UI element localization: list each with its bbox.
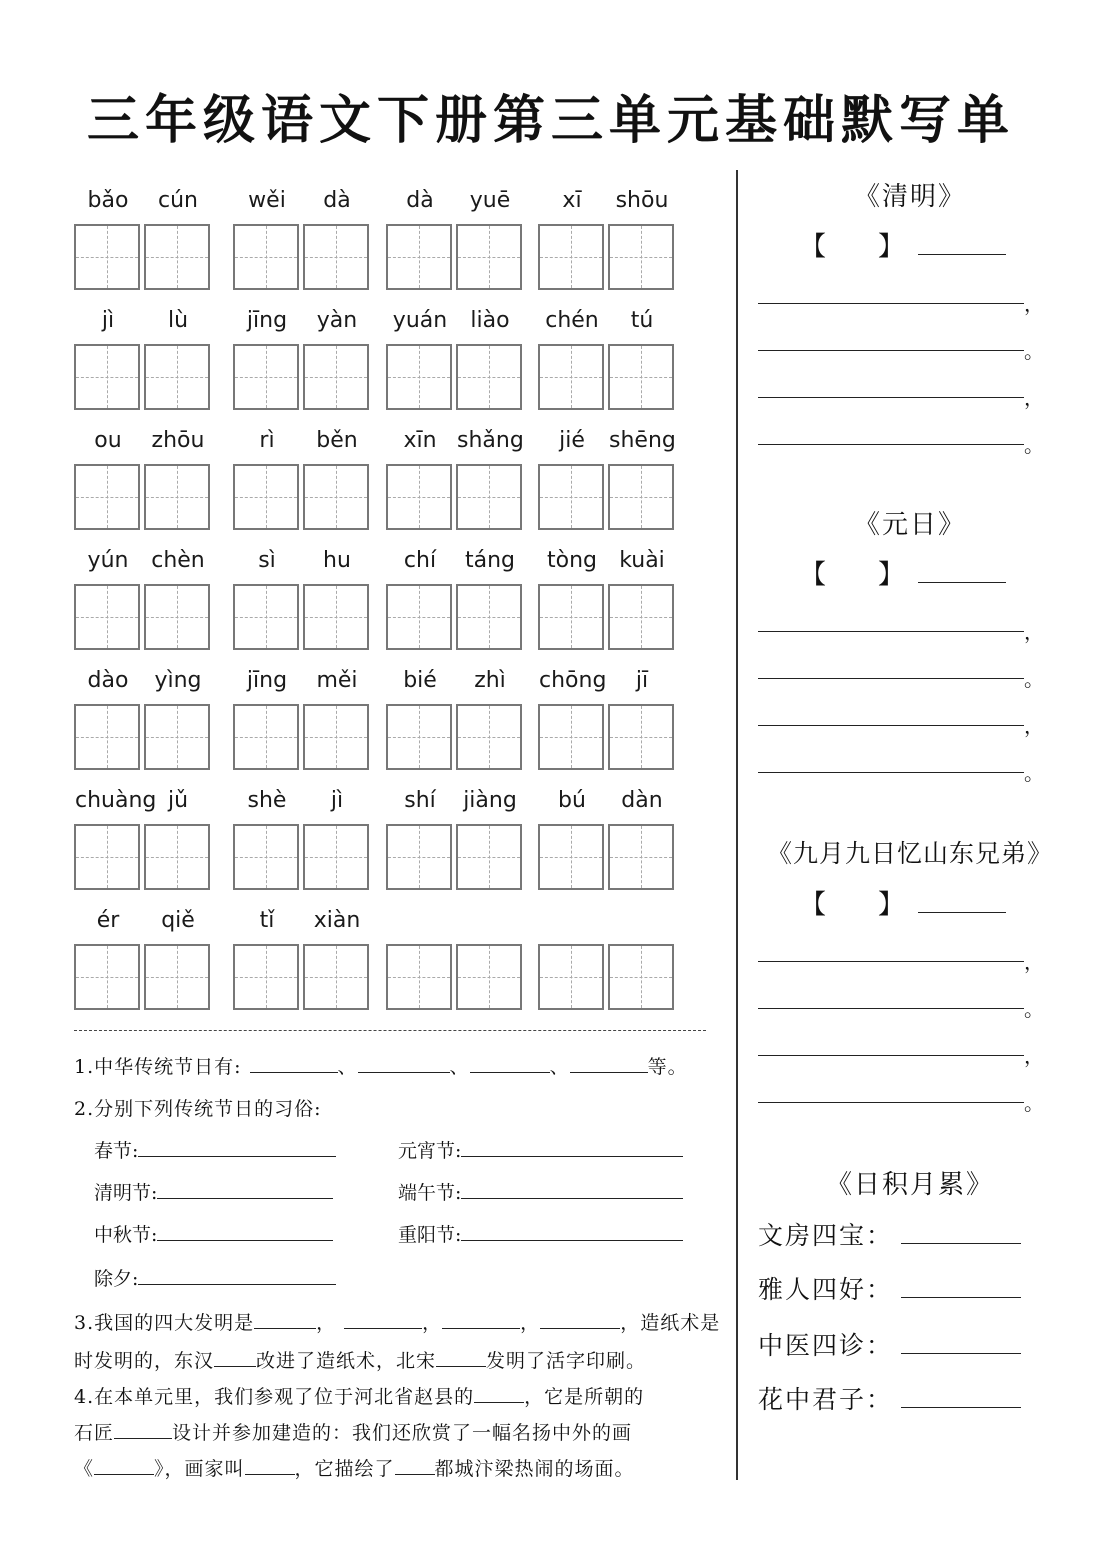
q4-blank[interactable] <box>94 1456 154 1475</box>
section-divider <box>74 1030 706 1031</box>
festival-label: 端午节: <box>398 1182 462 1204</box>
writing-box[interactable] <box>608 704 674 770</box>
q1-suffix: 等。 <box>647 1056 688 1078</box>
poem-punct: 。 <box>1024 339 1044 363</box>
poem-author <box>800 884 1006 921</box>
pinyin-row <box>72 898 712 1008</box>
writing-box[interactable] <box>74 584 140 650</box>
pinyin-label: xiàn <box>313 908 361 933</box>
writing-box[interactable] <box>74 944 140 1010</box>
pinyin-label: jǔ <box>167 788 189 813</box>
poem-line-blank[interactable] <box>758 443 1024 445</box>
pinyin-label: bǎo <box>87 188 129 213</box>
festival-label: 清明节: <box>94 1182 158 1204</box>
writing-box[interactable] <box>608 824 674 890</box>
pinyin-row <box>72 778 712 888</box>
pinyin-label: ou <box>94 428 122 453</box>
writing-box[interactable] <box>303 824 369 890</box>
pinyin-row <box>72 418 712 528</box>
poem-line-blank[interactable] <box>758 630 1024 632</box>
idiom-label: 文房四宝： <box>758 1221 894 1250</box>
pinyin-label: dào <box>87 668 129 693</box>
festival-blank[interactable] <box>157 1222 333 1241</box>
pinyin-label: jiàng <box>463 788 517 813</box>
word-cell <box>72 778 214 888</box>
q3-blank[interactable] <box>442 1310 520 1329</box>
festival-qingming <box>94 1178 333 1205</box>
q4-text: 都城汴梁热闹的场面。 <box>434 1458 635 1480</box>
writing-box[interactable] <box>233 224 299 290</box>
word-cell <box>231 178 373 288</box>
poem-punct: ， <box>1024 620 1044 644</box>
q1-prefix: 1.中华传统节日有: <box>74 1056 242 1078</box>
pinyin-label: bú <box>558 788 586 813</box>
word-cell <box>384 898 526 1008</box>
q3-blank[interactable] <box>214 1348 256 1367</box>
writing-box[interactable] <box>233 344 299 410</box>
festival-lantern <box>398 1136 683 1163</box>
writing-box[interactable] <box>386 584 452 650</box>
word-cell <box>536 658 678 768</box>
poem-line-blank[interactable] <box>758 724 1024 726</box>
poem-punct: 。 <box>1024 997 1044 1021</box>
writing-box[interactable] <box>608 344 674 410</box>
writing-box[interactable] <box>303 224 369 290</box>
q1-sep: 、 <box>549 1056 570 1078</box>
pinyin-label: shè <box>247 788 287 813</box>
question-3-line-1: 3.我国的四大发明是 ， ， ， ，造纸术是 <box>74 1312 721 1334</box>
pinyin-label: chí <box>403 548 437 573</box>
festival-label: 元宵节: <box>398 1140 462 1162</box>
q1-sep: 、 <box>337 1056 358 1078</box>
writing-box[interactable] <box>233 944 299 1010</box>
question-1 <box>74 1052 688 1079</box>
idiom-item <box>758 1216 1021 1252</box>
writing-box[interactable] <box>538 464 604 530</box>
word-cell <box>231 778 373 888</box>
poem-title: 《九月九日忆山东兄弟》 <box>766 839 1053 868</box>
poem-author <box>800 554 1006 591</box>
pinyin-label: tòng <box>547 548 597 573</box>
q4-text: ，它是所朝的 <box>524 1386 645 1408</box>
pinyin-label: chén <box>545 308 599 333</box>
writing-box[interactable] <box>608 944 674 1010</box>
question-2: 2.分别下列传统节日的习俗: <box>74 1098 322 1120</box>
idiom-item <box>758 1270 1021 1306</box>
writing-box[interactable] <box>144 224 210 290</box>
writing-box[interactable] <box>144 704 210 770</box>
word-cell <box>72 538 214 648</box>
writing-box[interactable] <box>456 584 522 650</box>
writing-box[interactable] <box>74 344 140 410</box>
writing-box[interactable] <box>74 824 140 890</box>
pinyin-label: rì <box>259 428 275 453</box>
question-4-line-1 <box>74 1382 644 1409</box>
festival-dragon-boat <box>398 1178 683 1205</box>
q3-blank[interactable] <box>254 1310 316 1329</box>
idiom-blank[interactable] <box>901 1221 1021 1244</box>
pinyin-label: jì <box>330 788 344 813</box>
pinyin-label: chōng <box>539 668 607 693</box>
idiom-label: 雅人四好： <box>758 1275 894 1304</box>
pinyin-label: zhì <box>474 668 506 693</box>
word-cell <box>536 298 678 408</box>
pinyin-row <box>72 538 712 648</box>
writing-box[interactable] <box>386 464 452 530</box>
q3-blank[interactable] <box>344 1310 422 1329</box>
word-cell <box>384 298 526 408</box>
word-cell <box>536 178 678 288</box>
pinyin-label: tǐ <box>259 908 275 933</box>
pinyin-label: sì <box>258 548 276 573</box>
pinyin-label: shōu <box>615 188 669 213</box>
pinyin-label: měi <box>316 668 358 693</box>
q3-blank[interactable] <box>540 1310 620 1329</box>
writing-box[interactable] <box>303 344 369 410</box>
q4-text: 石匠 <box>74 1422 115 1444</box>
writing-box[interactable] <box>538 344 604 410</box>
writing-box[interactable] <box>538 824 604 890</box>
pinyin-label: ér <box>96 908 120 933</box>
poem-punct: ， <box>1024 714 1044 738</box>
pinyin-label: liào <box>470 308 510 333</box>
poem-punct: 。 <box>1024 433 1044 457</box>
q4-blank[interactable] <box>245 1456 295 1475</box>
festival-double-ninth <box>398 1220 683 1247</box>
pinyin-row <box>72 298 712 408</box>
writing-box[interactable] <box>456 704 522 770</box>
pinyin-label: chuàng <box>75 788 157 813</box>
word-cell <box>72 178 214 288</box>
festival-new-years-eve <box>94 1264 336 1291</box>
word-cell <box>536 538 678 648</box>
pinyin-label: wěi <box>248 188 286 213</box>
q1-blank[interactable] <box>358 1054 450 1073</box>
q3-text: 改进了造纸术，北宋 <box>256 1350 437 1372</box>
idiom-blank[interactable] <box>901 1385 1021 1408</box>
poem-line-blank[interactable] <box>758 396 1024 398</box>
pinyin-label: yuán <box>392 308 448 333</box>
pinyin-label: běn <box>316 428 358 453</box>
writing-box[interactable] <box>456 344 522 410</box>
festival-label: 中秋节: <box>94 1224 158 1246</box>
word-cell <box>231 898 373 1008</box>
writing-box[interactable] <box>456 224 522 290</box>
word-cell <box>72 298 214 408</box>
writing-box[interactable] <box>456 824 522 890</box>
question-3-line-2 <box>74 1346 646 1373</box>
q1-blank[interactable] <box>570 1054 648 1073</box>
word-cell <box>536 418 678 528</box>
festival-label: 春节: <box>94 1140 139 1162</box>
pinyin-label: jīng <box>246 308 288 333</box>
pinyin-label: jié <box>559 428 585 453</box>
word-cell <box>72 418 214 528</box>
q3-text: 造纸术是 <box>640 1312 721 1334</box>
q4-text: 》，画家叫 <box>154 1458 245 1480</box>
pinyin-label: jī <box>635 668 649 693</box>
q3-blank[interactable] <box>436 1348 486 1367</box>
word-cell <box>536 898 678 1008</box>
pinyin-label: lù <box>167 308 189 333</box>
q4-blank[interactable] <box>114 1420 172 1439</box>
pinyin-label: cún <box>158 188 198 213</box>
festival-label: 除夕: <box>94 1268 139 1290</box>
pinyin-label: yún <box>87 548 129 573</box>
writing-box[interactable] <box>144 824 210 890</box>
pinyin-label: shí <box>404 788 436 813</box>
poem-punct: ， <box>1024 1044 1044 1068</box>
word-cell <box>231 658 373 768</box>
question-4-line-2 <box>74 1418 632 1445</box>
festival-label: 重阳节: <box>398 1224 462 1246</box>
writing-box[interactable] <box>303 464 369 530</box>
q4-text: 《 <box>74 1458 95 1480</box>
idiom-label: 花中君子： <box>758 1385 894 1414</box>
festival-blank[interactable] <box>138 1266 336 1285</box>
word-cell <box>72 898 214 1008</box>
idiom-label: 中医四诊： <box>758 1331 894 1360</box>
writing-box[interactable] <box>144 344 210 410</box>
poem-punct: 。 <box>1024 761 1044 785</box>
poem-line-blank[interactable] <box>758 677 1024 679</box>
q4-blank[interactable] <box>395 1456 435 1475</box>
q3-text: 发明了活字印刷。 <box>486 1350 647 1372</box>
pinyin-row <box>72 178 712 288</box>
writing-box[interactable] <box>608 464 674 530</box>
writing-box[interactable] <box>233 464 299 530</box>
pinyin-label: xīn <box>403 428 437 453</box>
q4-text: 设计并参加建造的：我们还欣赏了一幅名扬中外的画 <box>172 1422 633 1444</box>
q4-blank[interactable] <box>474 1384 524 1403</box>
question-4-line-3 <box>74 1454 635 1481</box>
festival-blank[interactable] <box>461 1180 683 1199</box>
poem-punct: 。 <box>1024 1091 1044 1115</box>
writing-box[interactable] <box>386 944 452 1010</box>
festival-spring <box>94 1136 336 1163</box>
writing-box[interactable] <box>74 704 140 770</box>
writing-box[interactable] <box>538 224 604 290</box>
pinyin-label: yìng <box>154 668 202 693</box>
author-blank[interactable] <box>918 232 1006 255</box>
poem-line-blank[interactable] <box>758 960 1024 962</box>
writing-box[interactable] <box>608 224 674 290</box>
writing-box[interactable] <box>386 704 452 770</box>
pinyin-label: chèn <box>151 548 205 573</box>
author-bracket: 【 】 <box>800 890 905 920</box>
writing-box[interactable] <box>608 584 674 650</box>
word-cell <box>536 778 678 888</box>
author-bracket: 【 】 <box>800 232 905 262</box>
column-divider <box>736 170 738 1480</box>
writing-box[interactable] <box>303 584 369 650</box>
idiom-item <box>758 1326 1021 1362</box>
writing-box[interactable] <box>386 224 452 290</box>
festival-mid-autumn <box>94 1220 333 1247</box>
writing-box[interactable] <box>144 464 210 530</box>
writing-box[interactable] <box>74 464 140 530</box>
author-blank[interactable] <box>918 560 1006 583</box>
writing-box[interactable] <box>144 584 210 650</box>
pinyin-label: dàn <box>621 788 663 813</box>
accumulate-title: 《日积月累》 <box>825 1170 994 1200</box>
pinyin-label: zhōu <box>151 428 205 453</box>
q3-text: 3.我国的四大发明是 <box>74 1312 255 1334</box>
festival-blank[interactable] <box>461 1222 683 1241</box>
word-cell <box>384 778 526 888</box>
word-cell <box>231 418 373 528</box>
poem-title: 《清明》 <box>853 182 966 212</box>
poem-punct: ， <box>1024 950 1044 974</box>
q1-blank[interactable] <box>470 1054 550 1073</box>
poem-line-blank[interactable] <box>758 1054 1024 1056</box>
word-cell <box>231 298 373 408</box>
q1-blank[interactable] <box>250 1054 338 1073</box>
poem-title: 《元日》 <box>853 510 966 540</box>
author-bracket: 【 】 <box>800 560 905 590</box>
idiom-item <box>758 1380 1021 1416</box>
pinyin-row <box>72 658 712 768</box>
page-title: 三年级语文下册第三单元基础默写单 <box>86 91 1015 151</box>
poem-punct: 。 <box>1024 667 1044 691</box>
pinyin-label: táng <box>464 548 515 573</box>
poem-punct: ， <box>1024 386 1044 410</box>
pinyin-label: dà <box>406 188 434 213</box>
writing-box[interactable] <box>538 944 604 1010</box>
writing-box[interactable] <box>74 224 140 290</box>
writing-box[interactable] <box>456 944 522 1010</box>
pinyin-label: dà <box>323 188 351 213</box>
author-blank[interactable] <box>918 890 1006 913</box>
poem-line-blank[interactable] <box>758 771 1024 773</box>
writing-box[interactable] <box>233 704 299 770</box>
word-cell <box>384 658 526 768</box>
writing-box[interactable] <box>386 824 452 890</box>
festival-blank[interactable] <box>461 1138 683 1157</box>
pinyin-label: jì <box>101 308 115 333</box>
q4-text: ，它描绘了 <box>294 1458 395 1480</box>
poem-line-blank[interactable] <box>758 1101 1024 1103</box>
poem-line-blank[interactable] <box>758 302 1024 304</box>
pinyin-label: qiě <box>161 908 195 933</box>
idiom-blank[interactable] <box>901 1331 1021 1354</box>
poem-punct: ， <box>1024 292 1044 316</box>
festival-blank[interactable] <box>138 1138 336 1157</box>
writing-box[interactable] <box>456 464 522 530</box>
idiom-blank[interactable] <box>901 1275 1021 1298</box>
pinyin-label: yàn <box>316 308 358 333</box>
pinyin-label: shēng <box>609 428 676 453</box>
writing-box[interactable] <box>144 944 210 1010</box>
poem-line-blank[interactable] <box>758 1007 1024 1009</box>
word-cell <box>231 538 373 648</box>
writing-box[interactable] <box>233 584 299 650</box>
pinyin-label: tú <box>630 308 654 333</box>
pinyin-label: hu <box>323 548 351 573</box>
q4-text: 4.在本单元里，我们参观了位于河北省赵县的 <box>74 1386 475 1408</box>
pinyin-label: jīng <box>246 668 288 693</box>
writing-box[interactable] <box>303 944 369 1010</box>
poem-line-blank[interactable] <box>758 349 1024 351</box>
writing-box[interactable] <box>538 704 604 770</box>
pinyin-label: xī <box>562 188 582 213</box>
writing-box[interactable] <box>303 704 369 770</box>
word-cell <box>384 538 526 648</box>
q1-sep: 、 <box>449 1056 470 1078</box>
festival-blank[interactable] <box>157 1180 333 1199</box>
word-cell <box>384 418 526 528</box>
writing-box[interactable] <box>233 824 299 890</box>
word-cell <box>384 178 526 288</box>
word-cell <box>72 658 214 768</box>
q3-text: 时发明的，东汉 <box>74 1350 215 1372</box>
pinyin-label: shǎng <box>457 428 524 453</box>
poem-author <box>800 226 1006 263</box>
pinyin-label: kuài <box>619 548 665 573</box>
writing-box[interactable] <box>386 344 452 410</box>
writing-box[interactable] <box>538 584 604 650</box>
pinyin-label: yuē <box>469 188 511 213</box>
pinyin-label: bié <box>403 668 437 693</box>
